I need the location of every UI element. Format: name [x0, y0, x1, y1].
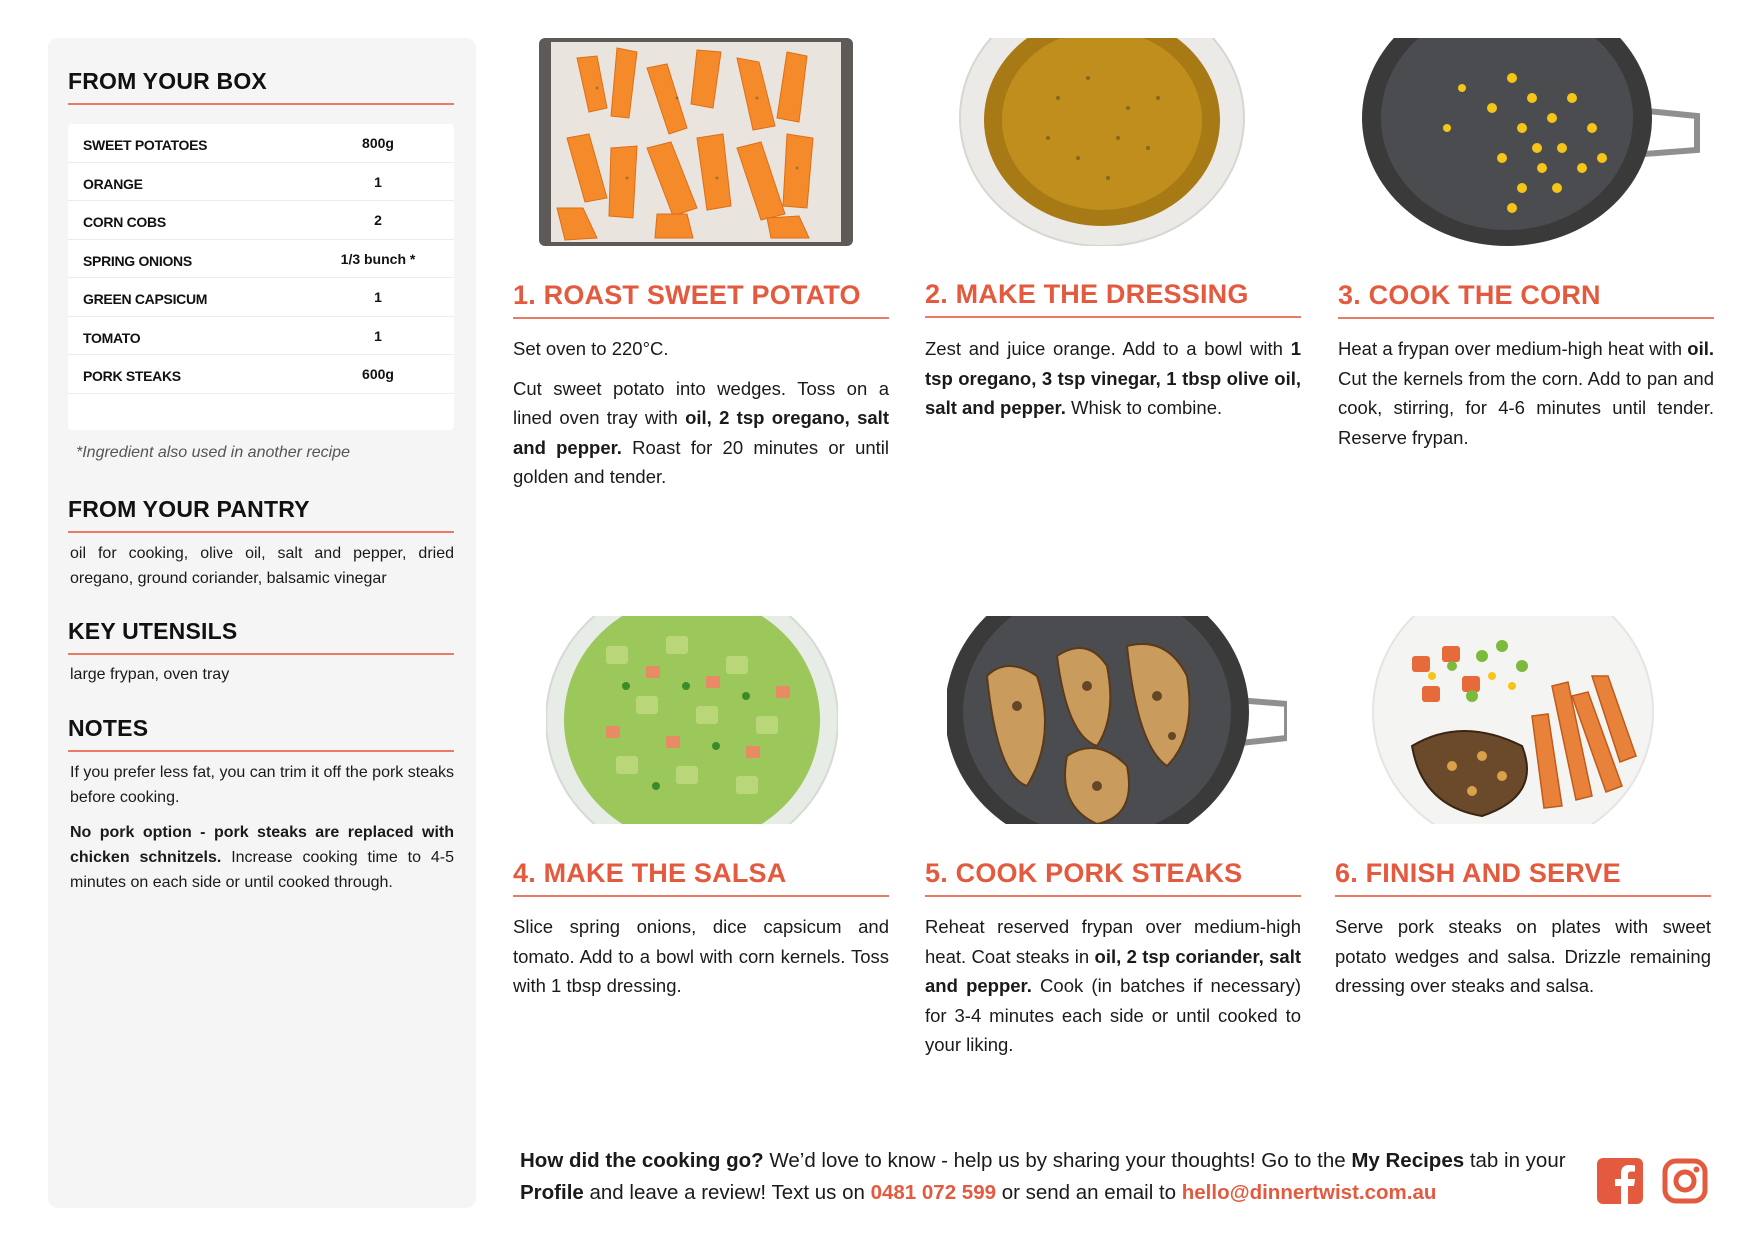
ingredient-quantity: 1 — [374, 289, 382, 305]
step-6-paragraph-1: Serve pork steaks on plates with sweet potato wedges and salsa. Drizzle remaining dressing over steaks and salsa. — [1335, 916, 1711, 996]
ingredient-name: PORK STEAKS — [83, 368, 181, 384]
notes-title: NOTES — [68, 715, 454, 752]
instagram-icon[interactable] — [1662, 1158, 1708, 1204]
notes-text — [70, 760, 454, 895]
step-6-text — [1335, 912, 1711, 1011]
ingredient-row — [68, 355, 454, 394]
step-2-text-c: Whisk to combine. — [1065, 397, 1223, 418]
ingredient-name: TOMATO — [83, 329, 141, 346]
ingredient-name: SPRING ONIONS — [83, 252, 192, 269]
ingredient-row — [68, 201, 454, 240]
step-3-text-bold: oil. — [1687, 338, 1714, 359]
step-1-paragraph-2 — [513, 374, 889, 492]
step-3-text — [1338, 334, 1714, 462]
step-1-text-a: Cut sweet potato into wedges. Toss on a lined oven tray with — [513, 377, 889, 428]
feedback-footer — [520, 1145, 1570, 1209]
step-2-paragraph-1 — [925, 334, 1301, 423]
step-2-text-bold: 1 tsp oregano, 3 tsp vinegar, 1 tbsp olive oil, salt and pepper. — [925, 338, 1301, 418]
pantry-text: oil for cooking, olive oil, salt and pepper, dried oregano, ground coriander, balsamic vinegar — [70, 545, 454, 587]
step-3-paragraph-1 — [1338, 334, 1714, 452]
step-3-text-a: Heat a frypan over medium-high heat with — [1338, 338, 1688, 359]
notes-rest: Increase cooking time to 4-5 minutes on each side or until cooked through. — [70, 849, 454, 891]
footer-text-2: tab in your — [1464, 1149, 1566, 1172]
step-1-title: 1. ROAST SWEET POTATO — [513, 280, 889, 319]
step-5-paragraph-1 — [925, 912, 1301, 1060]
footer-question: How did the cooking go? — [520, 1149, 764, 1172]
ingredients-sidebar — [48, 38, 476, 1208]
dressing-bowl-photo — [958, 38, 1246, 246]
step-1-paragraph-1: Set oven to 220°C. — [513, 338, 669, 359]
step-4-paragraph-1: Slice spring onions, dice capsicum and tomato. Add to a bowl with corn kernels. Toss with 1 tbsp dressing. — [513, 916, 889, 996]
ingredient-row — [68, 317, 454, 356]
step-1-text — [513, 334, 889, 502]
ingredient-quantity: 2 — [374, 212, 382, 228]
step-3-text-c: Cut the kernels from the corn. Add to pan and cook, stirring, for 4-6 minutes until tender. Reserve frypan. — [1338, 367, 1714, 448]
step-4-title: 4. MAKE THE SALSA — [513, 858, 889, 897]
step-5-text — [925, 912, 1301, 1070]
step-1-text-c: Roast for 20 minutes or until golden and tender. — [513, 436, 890, 487]
step-6-title: 6. FINISH AND SERVE — [1335, 858, 1711, 897]
ingredient-name: GREEN CAPSICUM — [83, 291, 208, 307]
ingredient-quantity: 800g — [362, 135, 394, 151]
utensils-text: large frypan, oven tray — [70, 666, 230, 683]
ingredient-name: CORN COBS — [83, 214, 166, 230]
notes-paragraph-2 — [70, 820, 454, 895]
step-5-title: 5. COOK PORK STEAKS — [925, 858, 1301, 897]
notes-paragraph-1: If you prefer less fat, you can trim it off the pork steaks before cooking. — [70, 764, 454, 806]
roasted-sweet-potato-tray-photo — [537, 38, 855, 246]
step-5-text-a: Reheat reserved frypan over medium-high heat. Coat steaks in — [925, 916, 1301, 967]
step-5-text-c: Cook (in batches if necessary) for 3-4 minutes each side or until cooked to your liking. — [925, 975, 1302, 1055]
ingredient-quantity: 600g — [362, 366, 394, 382]
step-4-text — [513, 912, 889, 1011]
profile-label: Profile — [520, 1181, 584, 1204]
corn-frypan-photo — [1362, 38, 1702, 246]
ingredient-footnote: *Ingredient also used in another recipe — [76, 444, 350, 461]
email-link[interactable]: hello@dinnertwist.com.au — [1181, 1181, 1437, 1204]
step-1-text-bold: oil, 2 tsp oregano, salt and pepper. — [513, 407, 889, 458]
step-2-title: 2. MAKE THE DRESSING — [925, 279, 1301, 318]
ingredient-row — [68, 278, 454, 317]
footer-text-1: We’d love to know - help us by sharing your thoughts! Go to the — [763, 1149, 1352, 1172]
plated-dish-photo — [1372, 616, 1654, 824]
from-your-pantry-title: FROM YOUR PANTRY — [68, 496, 454, 533]
ingredient-name: SWEET POTATOES — [83, 137, 208, 153]
from-your-box-title: FROM YOUR BOX — [68, 68, 454, 105]
step-2-text — [925, 334, 1301, 433]
step-5-text-bold: oil, 2 tsp coriander, salt and pepper. — [925, 945, 1301, 996]
ingredient-row — [68, 124, 454, 163]
my-recipes-label: My Recipes — [1351, 1149, 1465, 1172]
ingredient-quantity: 1 — [374, 173, 382, 190]
ingredient-row — [68, 163, 454, 202]
ingredient-row — [68, 240, 454, 279]
step-2-text-a: Zest and juice orange. Add to a bowl with — [925, 338, 1291, 359]
footer-text-3: and leave a review! Text us on — [583, 1181, 871, 1204]
phone-number-link[interactable]: 0481 072 599 — [870, 1181, 996, 1204]
salsa-bowl-photo — [546, 616, 838, 824]
ingredients-table — [68, 124, 454, 430]
pork-steaks-frypan-photo — [947, 616, 1287, 824]
ingredient-quantity: 1 — [374, 327, 382, 344]
facebook-icon[interactable] — [1597, 1158, 1643, 1204]
ingredient-name: ORANGE — [83, 175, 143, 192]
notes-bold: No pork option - pork steaks are replaced with chicken schnitzels. — [70, 824, 454, 866]
footer-text-4: or send an email to — [996, 1181, 1182, 1204]
step-3-title: 3. COOK THE CORN — [1338, 280, 1714, 319]
key-utensils-title: KEY UTENSILS — [68, 618, 454, 655]
ingredient-quantity: 1/3 bunch * — [340, 250, 416, 267]
